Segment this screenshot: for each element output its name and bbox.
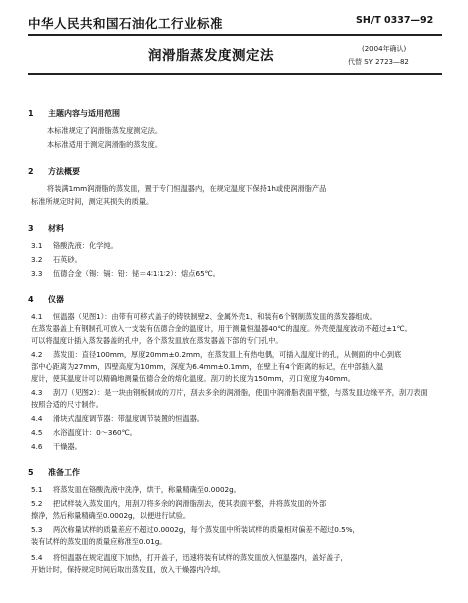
list-item: 5.3 两次称量试样的质量差应不超过0.0002g，每个蒸发皿中所装试样的质量相对偏差不超过0.5%， (31, 525, 360, 534)
paragraph-line: 本标准规定了润滑脂蒸发度测定法。 (47, 126, 163, 135)
list-item: 4.5 水浴温度计：0～360℃。 (31, 428, 137, 437)
paragraph-line: 按照合适的尺寸制作。 (31, 400, 103, 409)
paragraph-line: 开始计时，保持规定时间后取出蒸发皿，放入干燥器内冷却。 (31, 565, 226, 574)
paragraph-line: 可以将温度计插入蒸发器盖的孔中，各个蒸发皿放在蒸发器盖下部的专门孔中。 (31, 336, 283, 345)
paragraph-line: 装有试样的蒸发皿的质量应称准至0.01g。 (31, 537, 167, 546)
list-item: 4.1 恒温器（见图1）：由带有可移式盖子的铸铁制壁2、金属外壳1、和装有6个钢制蒸发皿的蒸发器组成。 (31, 312, 377, 321)
list-item: 3.1 铬酸洗液：化学纯。 (31, 241, 118, 250)
section-heading: 1 主题内容与适用范围 (28, 109, 120, 118)
list-item: 4.4 滑块式温度调节器：带温度调节装置的恒温器。 (31, 414, 204, 423)
confirmation-year: (2004年确认) (362, 45, 407, 53)
paragraph-line: 将装满1mm润滑脂的蒸发皿，置于专门恒温器内，在规定温度下保持1h或使润滑脂产品 (47, 184, 327, 193)
list-item: 4.2 蒸发皿：直径100mm，厚度20mm±0.2mm，在蒸发皿上有热电偶，可插入温度计的孔，从侧面的中心到底 (31, 350, 402, 359)
paragraph-line: 标准所规定时间，测定其损失的质量。 (31, 197, 154, 206)
paragraph-line: 部中心距离为27mm，四壁高度为10mm，深度为6.4mm±0.1mm，在壁上有4个距离的标记，在中部插入温 (31, 362, 384, 371)
header-rule-top (28, 34, 442, 36)
list-item: 5.1 将蒸发皿在铬酸洗液中洗净，烘干，称量精确至0.0002g。 (31, 485, 241, 494)
paragraph-line: 擦净，然后称量精确至0.0002g，以便进行试验。 (31, 511, 191, 520)
list-item: 5.2 把试样装入蒸发皿内，用刮刀将多余的润滑脂刮去，使其表面平整，并将蒸发皿的外部 (31, 499, 327, 508)
paragraph-line: 本标准适用于测定润滑脂的蒸发度。 (47, 140, 163, 149)
paragraph-line: 度计，使其温度计可以精确地测量伍德合金的熔化温度。刮刀的长度为150mm，刃口宽度为40mm。 (31, 374, 355, 383)
section-heading: 5 准备工作 (28, 468, 80, 477)
list-item: 3.2 石英砂。 (31, 255, 82, 264)
list-item: 4.3 刮刀（见图2）：是一块由钢板制成的刀片，刮去多余的润滑脂，使皿中润滑脂表面平整，与蒸发皿边缘平齐，刮刀表面 (31, 388, 428, 397)
section-heading: 2 方法概要 (28, 167, 80, 176)
list-item: 5.4 将恒温器在规定温度下加热，打开盖子，迅速将装有试样的蒸发皿放入恒温器内，盖好盖子， (31, 553, 348, 562)
list-item: 3.3 伍德合金（锡：镉：铅：铋＝4∶1∶1∶2）：熔点65℃。 (31, 269, 220, 278)
paragraph-line: 在蒸发器盖上有钢制孔可放入一支装有伍德合金的温度计，用于测量恒温器40℃的温度。外壳使温度波动不超过±1℃。 (31, 324, 412, 333)
section-heading: 4 仪器 (28, 295, 64, 304)
standard-code: SH/T 0337—92 (356, 15, 434, 26)
list-item: 4.6 干燥器。 (31, 442, 82, 451)
replaces-standard: 代替 SY 2723—82 (348, 58, 409, 66)
document-title: 润滑脂蒸发度测定法 (148, 48, 274, 64)
header-rule-bottom (28, 73, 442, 75)
standard-organization: 中华人民共和国石油化工行业标准 (28, 16, 224, 31)
section-heading: 3 材料 (28, 224, 64, 233)
